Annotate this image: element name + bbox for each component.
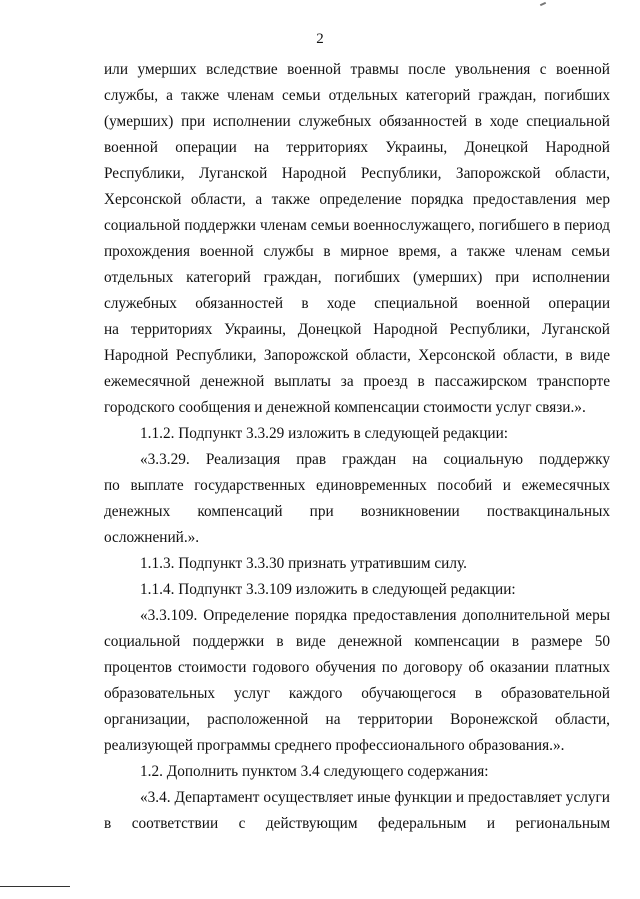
text-line: в соответствии с действующим федеральным и региональным	[104, 815, 610, 832]
text-line: процентов стоимости годового обучения по договору об оказании платных	[104, 659, 610, 676]
text-line: по выплате государственных единовременных пособий и ежемесячных	[104, 477, 610, 494]
page-number: 2	[316, 31, 324, 47]
text-line: прохождения военной службы в мирное время, а также членам семьи	[104, 243, 610, 260]
text-line: (умерших) при исполнении служебных обязанностей в ходе специальной	[104, 113, 610, 130]
text-line: службы, а также членам семьи отдельных категорий граждан, погибших	[104, 87, 610, 104]
text-line: организации, расположенной на территории Воронежской области,	[104, 711, 610, 728]
text-line: образовательных услуг каждого обучающегося в образовательной	[104, 685, 610, 702]
text-line: денежных компенсаций при возникновении поствакцинальных	[104, 503, 610, 520]
text-line: реализующей программы среднего профессионального образования.».	[104, 737, 565, 754]
text-line: на территориях Украины, Донецкой Народной Республики, Луганской	[104, 321, 610, 338]
text-line: осложнений.».	[104, 529, 200, 546]
text-line: «3.3.109. Определение порядка предоставления дополнительной меры	[140, 607, 610, 624]
text-line: 1.1.4. Подпункт 3.3.109 изложить в следующей редакции:	[140, 581, 516, 598]
scan-mark	[540, 2, 546, 6]
text-line: или умерших вследствие военной травмы после увольнения с военной	[104, 61, 610, 78]
text-line: Народной Республики, Запорожской области, Херсонской области, в виде	[104, 347, 610, 364]
text-line: «3.4. Департамент осуществляет иные функции и предоставляет услуги	[140, 789, 610, 806]
paragraph-3-3-109	[104, 603, 610, 759]
paragraph-1-1-3	[104, 551, 610, 577]
text-line: Республики, Луганской Народной Республики, Запорожской области,	[104, 165, 610, 182]
document-body	[104, 57, 610, 837]
text-line: 1.1.3. Подпункт 3.3.30 признать утратившим силу.	[140, 555, 467, 572]
text-line: социальной поддержки членам семьи военнослужащего, погибшего в период	[104, 217, 610, 234]
text-line: «3.3.29. Реализация прав граждан на социальную поддержку	[140, 451, 610, 468]
text-line: городского сообщения и денежной компенсации стоимости услуг связи.».	[104, 399, 586, 416]
text-line: ежемесячной денежной выплаты за проезд в пассажирском транспорте	[104, 373, 610, 390]
paragraph-1-2	[104, 759, 610, 785]
footer-rule	[0, 886, 70, 887]
paragraph-continuation	[104, 57, 610, 421]
text-line: служебных обязанностей в ходе специальной военной операции	[104, 295, 610, 312]
paragraph-1-1-4	[104, 577, 610, 603]
text-line: военной операции на территориях Украины, Донецкой Народной	[104, 139, 610, 156]
text-line: 1.2. Дополнить пунктом 3.4 следующего содержания:	[140, 763, 489, 780]
paragraph-1-1-2	[104, 421, 610, 447]
text-line: социальной поддержки в виде денежной компенсации в размере 50	[104, 633, 610, 650]
paragraph-3-3-29	[104, 447, 610, 551]
text-line: отдельных категорий граждан, погибших (умерших) при исполнении	[104, 269, 610, 286]
text-line: Херсонской области, а также определение порядка предоставления мер	[104, 191, 610, 208]
text-line: 1.1.2. Подпункт 3.3.29 изложить в следующей редакции:	[140, 425, 509, 442]
paragraph-3-4	[104, 785, 610, 837]
